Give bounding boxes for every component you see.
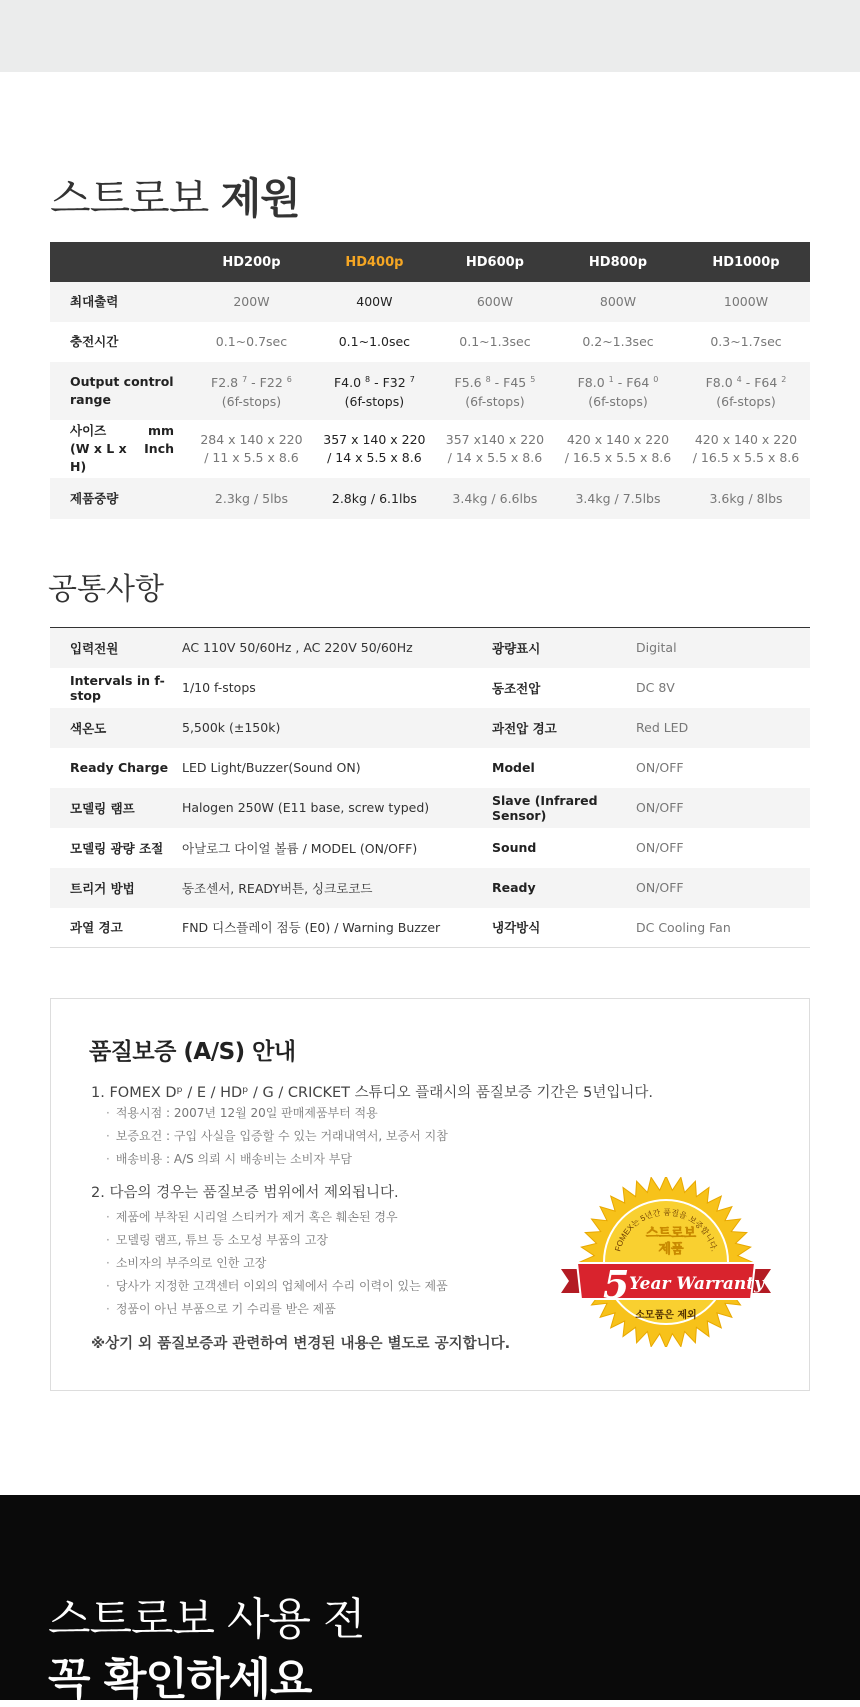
spec-cell: 600W (476, 294, 514, 309)
spec-label: 충전시간 (70, 334, 119, 349)
spec-label: 최대출력 (70, 294, 119, 309)
spec-table (50, 242, 810, 519)
seal-arc-text: FOMEX는 5년간 품질을 보증합니다. (613, 1207, 719, 1253)
common-row (50, 708, 810, 748)
spec-cell: 800W (599, 294, 637, 309)
warranty-sub-item: · 모델링 램프, 튜브 등 소모성 부품의 고장 (106, 1231, 328, 1248)
ribbon-number: 5 (603, 1262, 630, 1307)
common-key: 색온도 (70, 720, 107, 736)
spec-cell: 400W (356, 294, 393, 309)
common-value: FND 디스플레이 점등 (E0) / Warning Buzzer (182, 920, 441, 936)
spec-row-size (50, 420, 810, 478)
common-row (50, 908, 810, 948)
common-key: Intervals in f-stop (70, 672, 165, 703)
spec-cell: F2.8 $^7$ - F22 $^6$ (6f-stops) (211, 375, 292, 409)
spec-cell: 0.2~1.3sec (582, 334, 654, 349)
spec-cell: F8.0 $^4$ - F64 $^2$ (6f-stops) (705, 375, 787, 409)
model-header: HD600p (465, 254, 524, 270)
banner-line-1: 스트로보 사용 전 (48, 1594, 365, 1645)
warranty-note: ※상기 외 품질보증과 관련하여 변경된 내용은 별도로 공지합니다. (91, 1336, 511, 1352)
seal-line-1: 스트로보 (645, 1226, 697, 1241)
common-value: Red LED (636, 720, 689, 735)
common-value: 동조센서, READY버튼, 싱크로코드 (182, 880, 373, 896)
spec-cell: 284 x 140 x 220 / 11 x 5.5 x 8.6 (200, 432, 303, 465)
warranty-sub-item: · 정품이 아닌 부품으로 기 수리를 받은 제품 (106, 1300, 336, 1317)
common-value: 아날로그 다이얼 볼륨 / MODEL (ON/OFF) (182, 840, 418, 856)
common-row (50, 748, 810, 788)
spec-cell: 0.1~1.0sec (338, 334, 411, 349)
spec-cell: 1000W (723, 294, 769, 309)
common-key: Ready Charge (70, 760, 169, 775)
common-row (50, 868, 810, 908)
ribbon-text: Year Warranty (629, 1274, 765, 1294)
common-key: 과열 경고 (70, 920, 123, 936)
spec-cell: 357 x140 x 220 / 14 x 5.5 x 8.6 (445, 432, 545, 465)
common-key: 광량표시 (492, 640, 541, 656)
banner-line-2: 꼭 확인하세요 (48, 1654, 312, 1705)
spec-cell: 3.4kg / 6.6lbs (452, 490, 538, 506)
spec-cell: 200W (233, 294, 270, 309)
common-key: 트리거 방법 (70, 880, 135, 896)
warranty-sub-item: · 당사가 지정한 고객센터 이외의 업체에서 수리 이력이 있는 제품 (106, 1277, 448, 1294)
spec-cell: 420 x 140 x 220 / 16.5 x 5.5 x 8.6 (692, 432, 800, 465)
spec-cell: 3.6kg / 8lbs (709, 490, 783, 506)
warranty-sub-item: · 제품에 부착된 시리얼 스티커가 제거 혹은 훼손된 경우 (106, 1208, 398, 1225)
common-key: 냉각방식 (492, 920, 541, 936)
common-row (50, 788, 810, 828)
model-header-highlight: HD400p (345, 254, 404, 270)
common-key: 모델링 광량 조절 (70, 840, 164, 856)
common-value: DC Cooling Fan (636, 919, 731, 935)
spec-cell: 0.3~1.7sec (710, 334, 782, 349)
spec-label (50, 362, 190, 420)
warranty-seal-badge (561, 1177, 771, 1347)
warranty-item-1: 1. FOMEX Dᵖ / E / HDᵖ / G / CRICKET 스튜디오 플래시의 품질보증 기간은 5년입니다. (91, 1085, 654, 1101)
spec-label-line: range (70, 392, 111, 407)
warranty-sub-item: · 소비자의 부주의로 인한 고장 (106, 1254, 266, 1271)
spec-row-range (50, 362, 810, 420)
common-row (50, 828, 810, 868)
spec-row-max-output (50, 282, 810, 322)
spec-cell: 2.8kg / 6.1lbs (331, 490, 417, 506)
spec-label: 사이즈 mm (W x L x H) Inch (70, 423, 174, 474)
common-key: Sound (492, 840, 537, 855)
common-value: DC 8V (636, 680, 675, 695)
warranty-sub-item: · 보증요건 : 구입 사실을 입증할 수 있는 거래내역서, 보증서 지참 (106, 1127, 448, 1144)
seal-line-2: 제품 (658, 1242, 684, 1257)
spec-cell: 357 x 140 x 220 / 14 x 5.5 x 8.6 (323, 432, 426, 465)
model-header: HD1000p (712, 254, 780, 270)
spec-cell: 2.3kg / 5lbs (214, 490, 288, 506)
spec-cell: 0.1~0.7sec (215, 334, 288, 349)
specs-title-bold: 제원 (220, 174, 300, 223)
spec-label: 제품중량 (70, 490, 119, 506)
common-value: LED Light/Buzzer(Sound ON) (182, 760, 361, 775)
spec-header-empty (50, 242, 190, 282)
common-value: 5,500k (±150k) (182, 720, 281, 735)
top-bar (0, 0, 860, 72)
common-value: ON/OFF (636, 840, 684, 855)
common-row (50, 628, 810, 668)
common-table (50, 627, 810, 948)
spec-cell: 3.4kg / 7.5lbs (575, 490, 661, 506)
common-key: 과전압 경고 (492, 720, 557, 736)
model-header: HD200p (222, 254, 281, 270)
spec-cell: F8.0 $^1$ - F64 $^0$ (6f-stops) (577, 375, 659, 409)
common-key: 동조전압 (492, 680, 541, 696)
common-value: Halogen 250W (E11 base, screw typed) (182, 800, 430, 815)
specs-title (50, 166, 300, 226)
common-value: 1/10 f-stops (182, 680, 256, 695)
common-value: ON/OFF (636, 880, 684, 895)
common-value: AC 110V 50/60Hz , AC 220V 50/60Hz (182, 640, 413, 656)
common-value: Digital (636, 640, 677, 656)
spec-cell: F4.0 $^8$ - F32 $^7$ (6f-stops) (333, 375, 415, 409)
common-key: Model (492, 760, 535, 775)
specs-title-light: 스트로보 (50, 174, 209, 223)
common-key: 모델링 램프 (70, 800, 135, 816)
warranty-sub-item: · 적용시점 : 2007년 12월 20일 판매제품부터 적용 (106, 1104, 378, 1121)
model-header: HD800p (588, 254, 648, 270)
warranty-item-2: 2. 다음의 경우는 품질보증 범위에서 제외됩니다. (91, 1185, 399, 1201)
warranty-box (50, 998, 810, 1391)
spec-row-recycle (50, 322, 810, 362)
common-row (50, 668, 810, 708)
common-title: 공통사항 (48, 572, 164, 607)
warranty-title: 품질보증 (A/S) 안내 (89, 1039, 296, 1065)
common-value: ON/OFF (636, 800, 684, 815)
spec-label-line: Output control (70, 374, 174, 389)
seal-bottom-text: 소모품은 제외 (635, 1310, 697, 1321)
spec-row-weight (50, 478, 810, 519)
common-key: Slave (Infrared Sensor) (492, 792, 598, 823)
warranty-sub-item: · 배송비용 : A/S 의뢰 시 배송비는 소비자 부담 (106, 1150, 352, 1167)
spec-header-row (50, 242, 810, 282)
common-key: Ready (492, 880, 536, 895)
common-key: 입력전원 (70, 640, 119, 656)
notice-banner (0, 1495, 860, 1705)
spec-cell: 0.1~1.3sec (459, 334, 531, 349)
spec-cell: 420 x 140 x 220 / 16.5 x 5.5 x 8.6 (564, 432, 672, 465)
common-value: ON/OFF (636, 760, 684, 775)
spec-cell: F5.6 $^8$ - F45 $^5$ (6f-stops) (454, 375, 536, 409)
